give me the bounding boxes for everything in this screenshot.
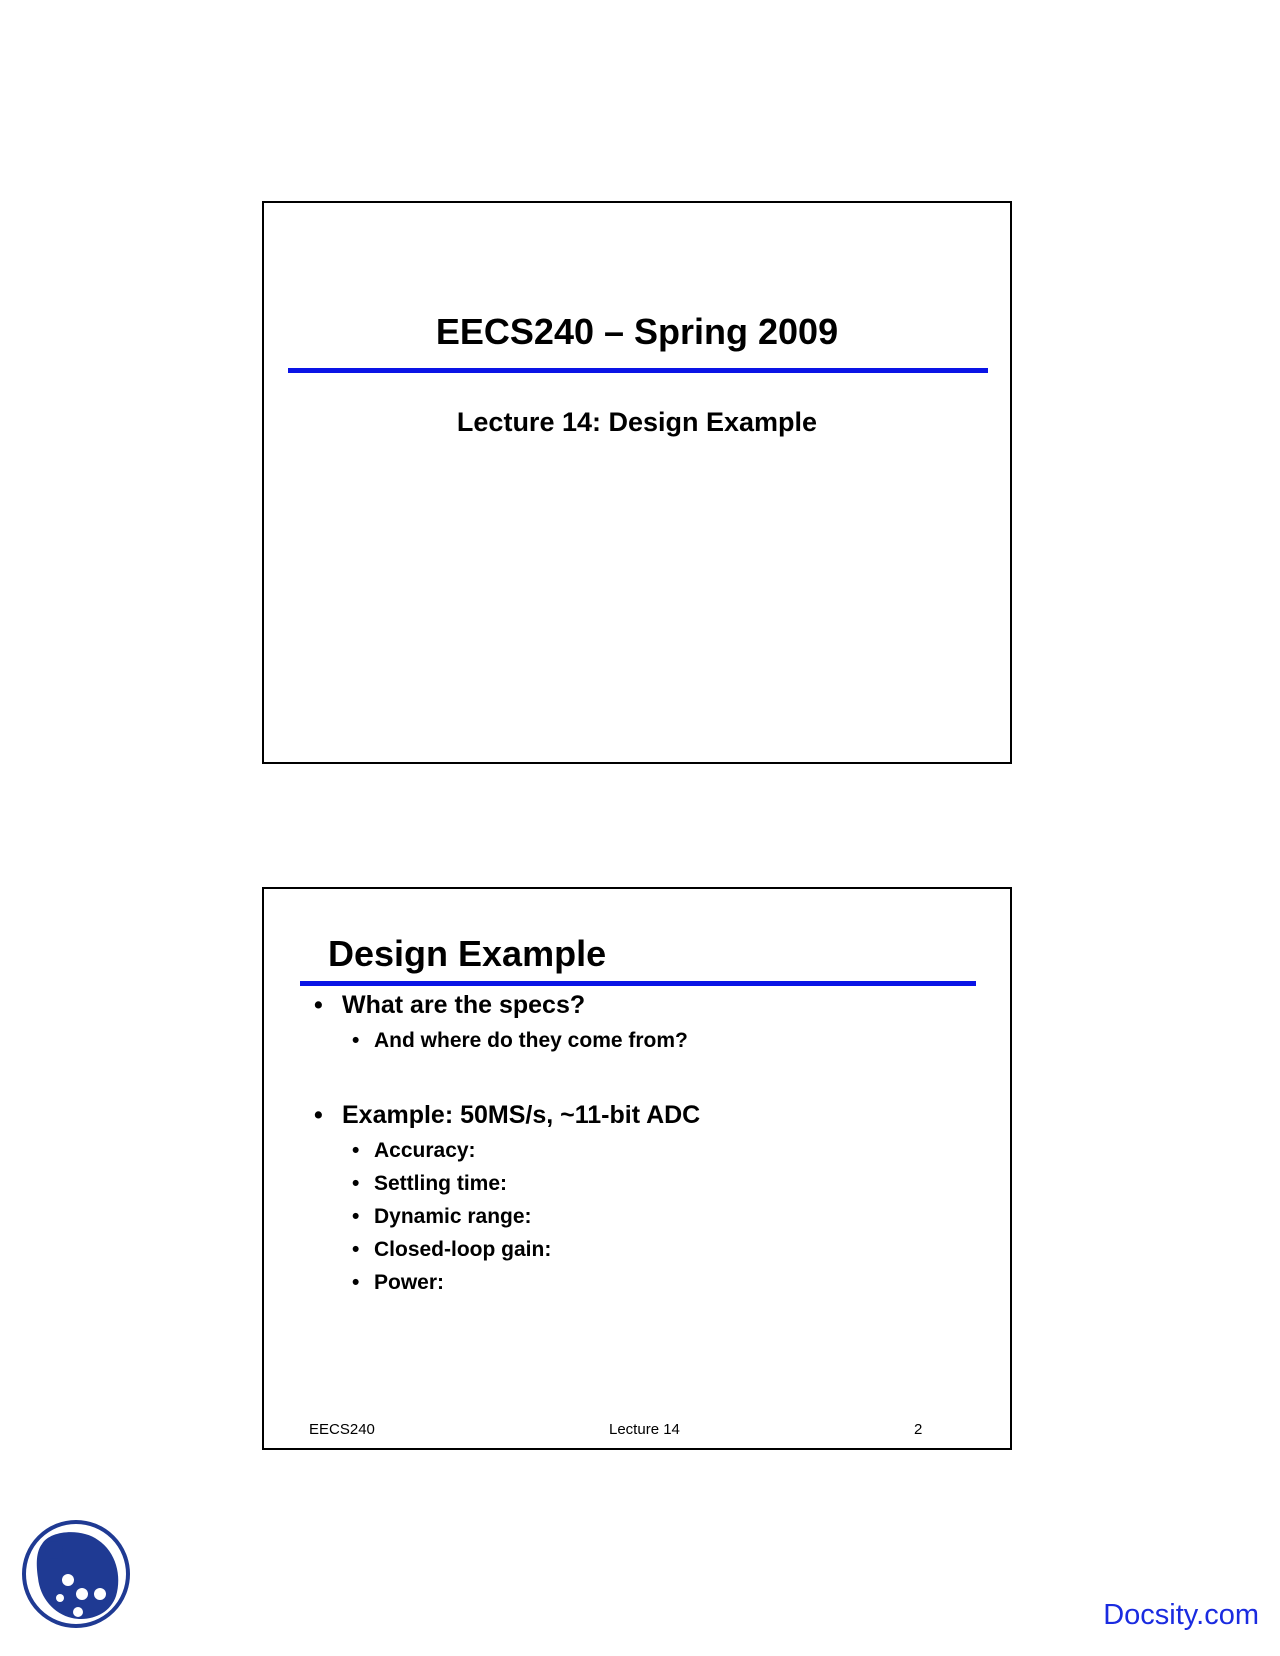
- bullet-dot: •: [314, 991, 323, 1019]
- bullet-dot: •: [314, 1101, 323, 1129]
- slide-1: [262, 201, 1012, 764]
- sub-bullet-item: [352, 1028, 688, 1054]
- slide-2-title-rule: [300, 981, 976, 986]
- sub-bullet-text: Accuracy:: [374, 1139, 476, 1162]
- bullet-dot: •: [352, 1139, 360, 1162]
- bullet-dot: •: [352, 1238, 360, 1261]
- bullet-item: [314, 1100, 700, 1130]
- sub-bullet-item: [352, 1138, 476, 1164]
- bullet-item: [314, 990, 585, 1020]
- sub-bullet-text: Dynamic range:: [374, 1205, 532, 1228]
- bullet-dot: •: [352, 1029, 360, 1052]
- slide-1-subtitle: Lecture 14: Design Example: [456, 407, 818, 437]
- slide-1-title-rule: [288, 368, 988, 373]
- bullet-dot: •: [352, 1172, 360, 1195]
- docsity-logo-icon[interactable]: [20, 1518, 132, 1630]
- sub-bullet-item: [352, 1237, 551, 1263]
- sub-bullet-item: [352, 1171, 507, 1197]
- sub-bullet-text: Closed-loop gain:: [374, 1238, 552, 1261]
- sub-bullet-item: [352, 1204, 532, 1230]
- footer-lecture: Lecture 14: [609, 1421, 680, 1438]
- footer-page-number: 2: [914, 1421, 923, 1438]
- sub-bullet-text: Settling time:: [374, 1172, 508, 1195]
- sub-bullet-text: Power:: [374, 1271, 445, 1294]
- bullet-dot: •: [352, 1271, 360, 1294]
- docsity-link[interactable]: Docsity.com: [1103, 1599, 1259, 1631]
- bullet-text: What are the specs?: [342, 991, 586, 1019]
- slide-2-title: Design Example: [328, 933, 607, 974]
- sub-bullet-item: [352, 1270, 444, 1296]
- slide-2: [262, 887, 1012, 1450]
- bullet-dot: •: [352, 1205, 360, 1228]
- footer-course: EECS240: [309, 1421, 375, 1438]
- slide-1-title: EECS240 – Spring 2009: [435, 311, 839, 352]
- bullet-text: Example: 50MS/s, ~11-bit ADC: [342, 1101, 701, 1129]
- sub-bullet-text: And where do they come from?: [374, 1029, 688, 1052]
